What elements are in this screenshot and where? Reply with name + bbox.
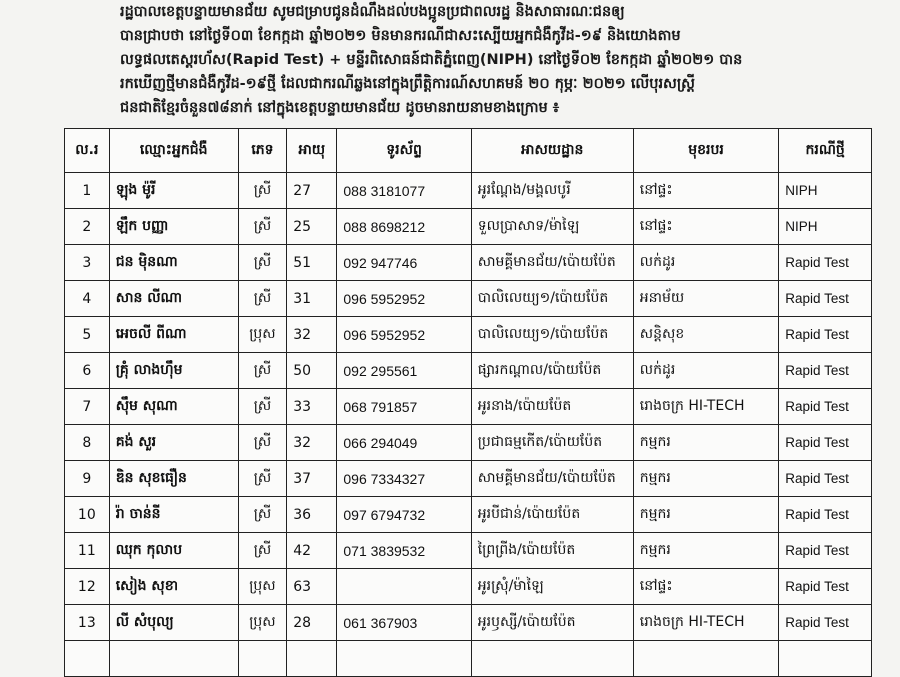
cell-source: Rapid Test: [779, 569, 872, 605]
cell-name: ឡឹក បញ្ញា: [109, 209, 238, 245]
cell-no: 3: [65, 245, 110, 281]
cell-address: អូរនាង/ប៉ោយប៉ែត: [471, 389, 633, 425]
cell-empty: [65, 641, 110, 677]
cell-job: កម្មករ: [633, 533, 779, 569]
cell-address: សាមគ្គីមានជ័យ/ប៉ោយប៉ែត: [471, 461, 633, 497]
cell-job: នៅផ្ទះ: [633, 569, 779, 605]
cell-phone: 096 7334327: [337, 461, 471, 497]
cell-phone: 066 294049: [337, 425, 471, 461]
cell-sex: ស្រី: [238, 389, 287, 425]
header-age: អាយុ: [287, 129, 337, 173]
cell-name: ឈុក កុលាប: [109, 533, 238, 569]
cell-name: អេចលី ពីណា: [109, 317, 238, 353]
cell-name: ជន ម៉ិនណា: [109, 245, 238, 281]
cell-phone: 071 3839532: [337, 533, 471, 569]
cell-sex: ស្រី: [238, 353, 287, 389]
cell-address: អូរឫស្សី/ប៉ោយប៉ែត: [471, 605, 633, 641]
cell-job: លក់ដូរ: [633, 245, 779, 281]
cell-source: Rapid Test: [779, 533, 872, 569]
table-row: [65, 461, 872, 497]
table-row: [65, 245, 872, 281]
cell-address: អូរស្រុំ/ម៉ាឡៃ: [471, 569, 633, 605]
table-row: [65, 353, 872, 389]
cell-source: Rapid Test: [779, 389, 872, 425]
cell-phone: 096 5952952: [337, 281, 471, 317]
cell-name: ស៊ឹម សុណា: [109, 389, 238, 425]
cell-phone: 092 295561: [337, 353, 471, 389]
cell-job: លក់ដូរ: [633, 353, 779, 389]
cell-empty: [337, 641, 471, 677]
cell-phone: 088 3181077: [337, 173, 471, 209]
cell-no: 13: [65, 605, 110, 641]
cell-age: 33: [287, 389, 337, 425]
cell-job: កម្មករ: [633, 461, 779, 497]
table-row: [65, 173, 872, 209]
cell-job: រោងចក្រ HI-TECH: [633, 389, 779, 425]
cell-no: 2: [65, 209, 110, 245]
cell-sex: ស្រី: [238, 425, 287, 461]
cell-age: 36: [287, 497, 337, 533]
cell-no: 6: [65, 353, 110, 389]
cell-name: ឌិន សុខធឿន: [109, 461, 238, 497]
cell-name: គ្រុំ លាងហ៊ឹម: [109, 353, 238, 389]
cell-no: 5: [65, 317, 110, 353]
cell-address: សាមគ្គីមានជ័យ/ប៉ោយប៉ែត: [471, 245, 633, 281]
header-name: ឈ្មោះអ្នកជំងឺ: [109, 129, 238, 173]
cell-sex: ស្រី: [238, 209, 287, 245]
cell-sex: ស្រី: [238, 245, 287, 281]
cell-phone: 088 8698212: [337, 209, 471, 245]
cell-source: Rapid Test: [779, 317, 872, 353]
cell-name: រ៉ា ចាន់នី: [109, 497, 238, 533]
cell-address: បាលិលេយ្យ១/ប៉ោយប៉ែត: [471, 281, 633, 317]
intro-paragraph: [120, 0, 880, 120]
cell-source: Rapid Test: [779, 353, 872, 389]
cell-name: សៀង សុខា: [109, 569, 238, 605]
cell-age: 63: [287, 569, 337, 605]
cell-age: 31: [287, 281, 337, 317]
cell-phone: 097 6794732: [337, 497, 471, 533]
cell-name: ឡុង ម៉ូរី: [109, 173, 238, 209]
cell-source: Rapid Test: [779, 425, 872, 461]
cell-name: លី សំបុល្យ: [109, 605, 238, 641]
intro-text: សូមជម្រាបជូនដំណឹងដល់បងប្អូនប្រជាពលរដ្ឋ និងសាធារណៈជនឲ្យ បានជ្រាបថា នៅថ្ងៃទី០៣ ខែកក្កដា ឆ្នាំ២០២១ មិនមានករណីជាសះស្បើយអ្នកជំងឺកូវីដ-១៩ និងយោងតាម លទ្ធផលតេស្តរហ័ស(Rapid Test) + មន្ទីរពិសោធន៍ជាតិភ្នំពេញ(NIPH) នៅថ្ងៃទី០២ ខែកក្កដា ឆ្នាំ២០២១ បាន រកឃើញថ្មីមានជំងឺកូវីដ-១៩ថ្មី ដែលជាករណីឆ្លងនៅក្នុងព្រឹត្តិការណ៍សហគមន៍ ២០ កុម្ភៈ ២០២១ លើបុរសស្ត្រី ជនជាតិខ្មែរចំនួន៧៨នាក់ នៅក្នុងខេត្តបន្ទាយមានជ័យ ដូចមានរាយនាមខាងក្រោម ៖: [120, 4, 743, 116]
table-row: [65, 605, 872, 641]
header-job: មុខរបរ: [633, 129, 779, 173]
cell-sex: ប្រុស: [238, 317, 287, 353]
cell-phone: 096 5952952: [337, 317, 471, 353]
cell-source: Rapid Test: [779, 461, 872, 497]
cell-no: 7: [65, 389, 110, 425]
table-row: [65, 389, 872, 425]
header-address: អាសយដ្ឋាន: [471, 129, 633, 173]
table-row-cutoff: [65, 641, 872, 677]
intro-lead: រដ្ឋបាលខេត្តបន្ទាយមានជ័យ: [120, 4, 268, 20]
cell-address: អូរណ្ដែង/មង្គលបូរី: [471, 173, 633, 209]
cell-empty: [633, 641, 779, 677]
cell-phone: 092 947746: [337, 245, 471, 281]
cell-age: 37: [287, 461, 337, 497]
table-body: [65, 173, 872, 677]
cell-sex: ស្រី: [238, 497, 287, 533]
table-row: [65, 497, 872, 533]
cell-job: នៅផ្ទះ: [633, 209, 779, 245]
cell-age: 50: [287, 353, 337, 389]
cell-job: រោងចក្រ HI-TECH: [633, 605, 779, 641]
cell-job: អនាម័យ: [633, 281, 779, 317]
table-row: [65, 569, 872, 605]
table-row: [65, 425, 872, 461]
cell-phone: 068 791857: [337, 389, 471, 425]
cell-no: 4: [65, 281, 110, 317]
cell-empty: [109, 641, 238, 677]
cell-name: សាន លីណា: [109, 281, 238, 317]
cell-empty: [287, 641, 337, 677]
cell-sex: ប្រុស: [238, 569, 287, 605]
cell-sex: ស្រី: [238, 281, 287, 317]
cases-table: [64, 128, 872, 677]
cell-no: 1: [65, 173, 110, 209]
cell-sex: ស្រី: [238, 173, 287, 209]
cell-source: NIPH: [779, 209, 872, 245]
cell-empty: [471, 641, 633, 677]
cell-phone: 061 367903: [337, 605, 471, 641]
cell-address: ផ្សារកណ្ដាល/ប៉ោយប៉ែត: [471, 353, 633, 389]
cell-no: 9: [65, 461, 110, 497]
table-header-row: [65, 129, 872, 173]
cell-age: 42: [287, 533, 337, 569]
cell-sex: ប្រុស: [238, 605, 287, 641]
cell-job: កម្មករ: [633, 425, 779, 461]
cell-sex: ស្រី: [238, 461, 287, 497]
table-row: [65, 317, 872, 353]
cell-no: 11: [65, 533, 110, 569]
cell-no: 10: [65, 497, 110, 533]
table-row: [65, 533, 872, 569]
cell-address: ទួលប្រាសាទ/ម៉ាឡៃ: [471, 209, 633, 245]
cell-job: នៅផ្ទះ: [633, 173, 779, 209]
header-sex: ភេទ: [238, 129, 287, 173]
cell-source: NIPH: [779, 173, 872, 209]
table-row: [65, 281, 872, 317]
cell-no: 12: [65, 569, 110, 605]
cell-age: 32: [287, 317, 337, 353]
cell-source: Rapid Test: [779, 605, 872, 641]
cell-phone: [337, 569, 471, 605]
header-no: ល.រ: [65, 129, 110, 173]
cell-address: ព្រៃព្រីង/ប៉ោយប៉ែត: [471, 533, 633, 569]
cell-no: 8: [65, 425, 110, 461]
cell-empty: [779, 641, 872, 677]
header-source: ករណីថ្មី: [779, 129, 872, 173]
cell-job: សន្តិសុខ: [633, 317, 779, 353]
cell-address: អូរបីជាន់/ប៉ោយប៉ែត: [471, 497, 633, 533]
cell-name: គង់ សួរ: [109, 425, 238, 461]
cell-source: Rapid Test: [779, 497, 872, 533]
cell-age: 51: [287, 245, 337, 281]
cell-address: បាលិលេយ្យ១/ប៉ោយប៉ែត: [471, 317, 633, 353]
cell-job: កម្មករ: [633, 497, 779, 533]
cell-address: ប្រជាធម្មកើត/ប៉ោយប៉ែត: [471, 425, 633, 461]
cell-source: Rapid Test: [779, 281, 872, 317]
cell-source: Rapid Test: [779, 245, 872, 281]
header-phone: ទូរស័ព្ទ: [337, 129, 471, 173]
cell-age: 25: [287, 209, 337, 245]
cell-age: 32: [287, 425, 337, 461]
cell-age: 27: [287, 173, 337, 209]
cell-sex: ស្រី: [238, 533, 287, 569]
cell-age: 28: [287, 605, 337, 641]
table-row: [65, 209, 872, 245]
cell-empty: [238, 641, 287, 677]
